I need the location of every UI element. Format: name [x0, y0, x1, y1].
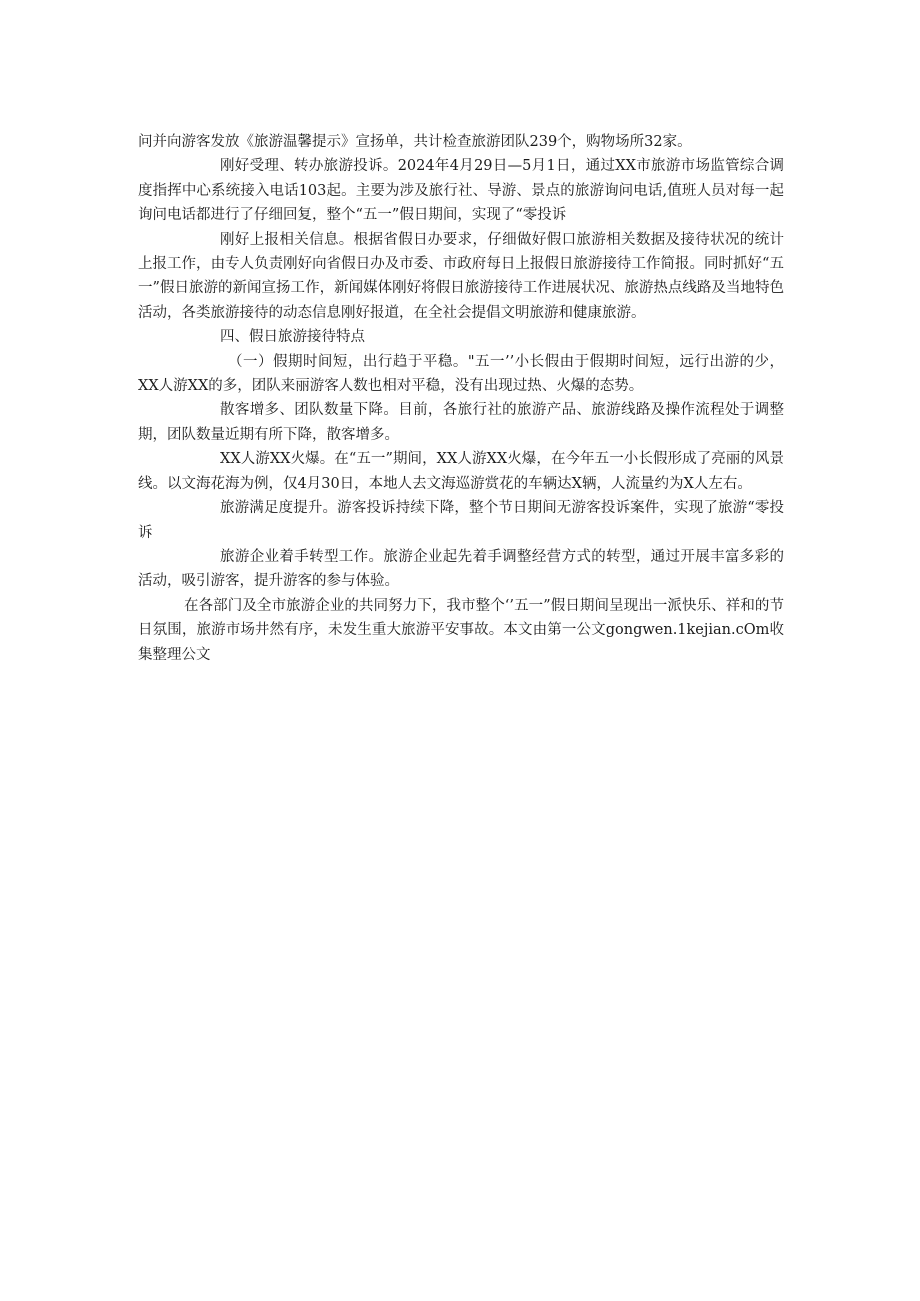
paragraph-conclusion: 在各部门及全市旅游企业的共同努力下，我市整个‘’五一”假日期间呈现出一派快乐、祥和的节日氛围，旅游市场井然有序，未发生重大旅游平安事故。本文由第一公文gongwen.1kejian.cOm收集整理公文	[138, 597, 784, 663]
document-body	[138, 130, 784, 667]
paragraph-transformation: 旅游企业着手转型工作。旅游企业起先着手调整经营方式的转型，通过开展丰富多彩的活动，吸引游客，提升游客的参与体验。	[138, 548, 784, 590]
paragraph-reporting: 刚好上报相关信息。根据省假日办要求，仔细做好假口旅游相关数据及接待状况的统计上报工作，由专人负责刚好向省假日办及市委、市政府每日上报假日旅游接待工作简报。同时抓好“五一”假日旅游的新闻宣扬工作，新闻媒体刚好将假日旅游接待工作进展状况、旅游热点线路及当地特色活动，各类旅游接待的动态信息刚好报道，在全社会提倡文明旅游和健康旅游。	[138, 231, 784, 321]
paragraph-inspection: 问并向游客发放《旅游温馨提示》宣扬单，共计检查旅游团队239个，购物场所32家。	[138, 134, 692, 150]
paragraph-local-tourism: XX人游XX火爆。在“五一”期间，XX人游XX火爆，在今年五一小长假形成了亮丽的风景线。以文海花海为例，仅4月30日，本地人去文海巡游赏花的车辆达X辆，人流量约为X人左右。	[138, 451, 784, 492]
paragraph-complaints: 刚好受理、转办旅游投诉。2024年4月29日—5月1日，通过XX市旅游市场监管综合调度指挥中心系统接入电话103起。主要为涉及旅行社、导游、景点的旅游询问电话,值班人员对每一起询问电话都进行了仔细回复，整个“五一”假日期间，实现了“零投诉	[138, 158, 784, 224]
paragraph-satisfaction: 旅游满足度提升。游客投诉持续下降，整个节日期间无游客投诉案件，实现了旅游“零投诉	[138, 500, 784, 541]
paragraph-short-holiday: （一）假期时间短，出行趋于平稳。"五一’’小长假由于假期时间短，远行出游的少，XX人游XX的多，团队来丽游客人数也相对平稳，没有出现过热、火爆的态势。	[138, 353, 784, 395]
section-heading: 四、假日旅游接待特点	[220, 329, 365, 346]
paragraph-individual-tourists: 散客增多、团队数量下降。目前，各旅行社的旅游产品、旅游线路及操作流程处于调整期，团队数量近期有所下降，散客增多。	[138, 402, 784, 443]
